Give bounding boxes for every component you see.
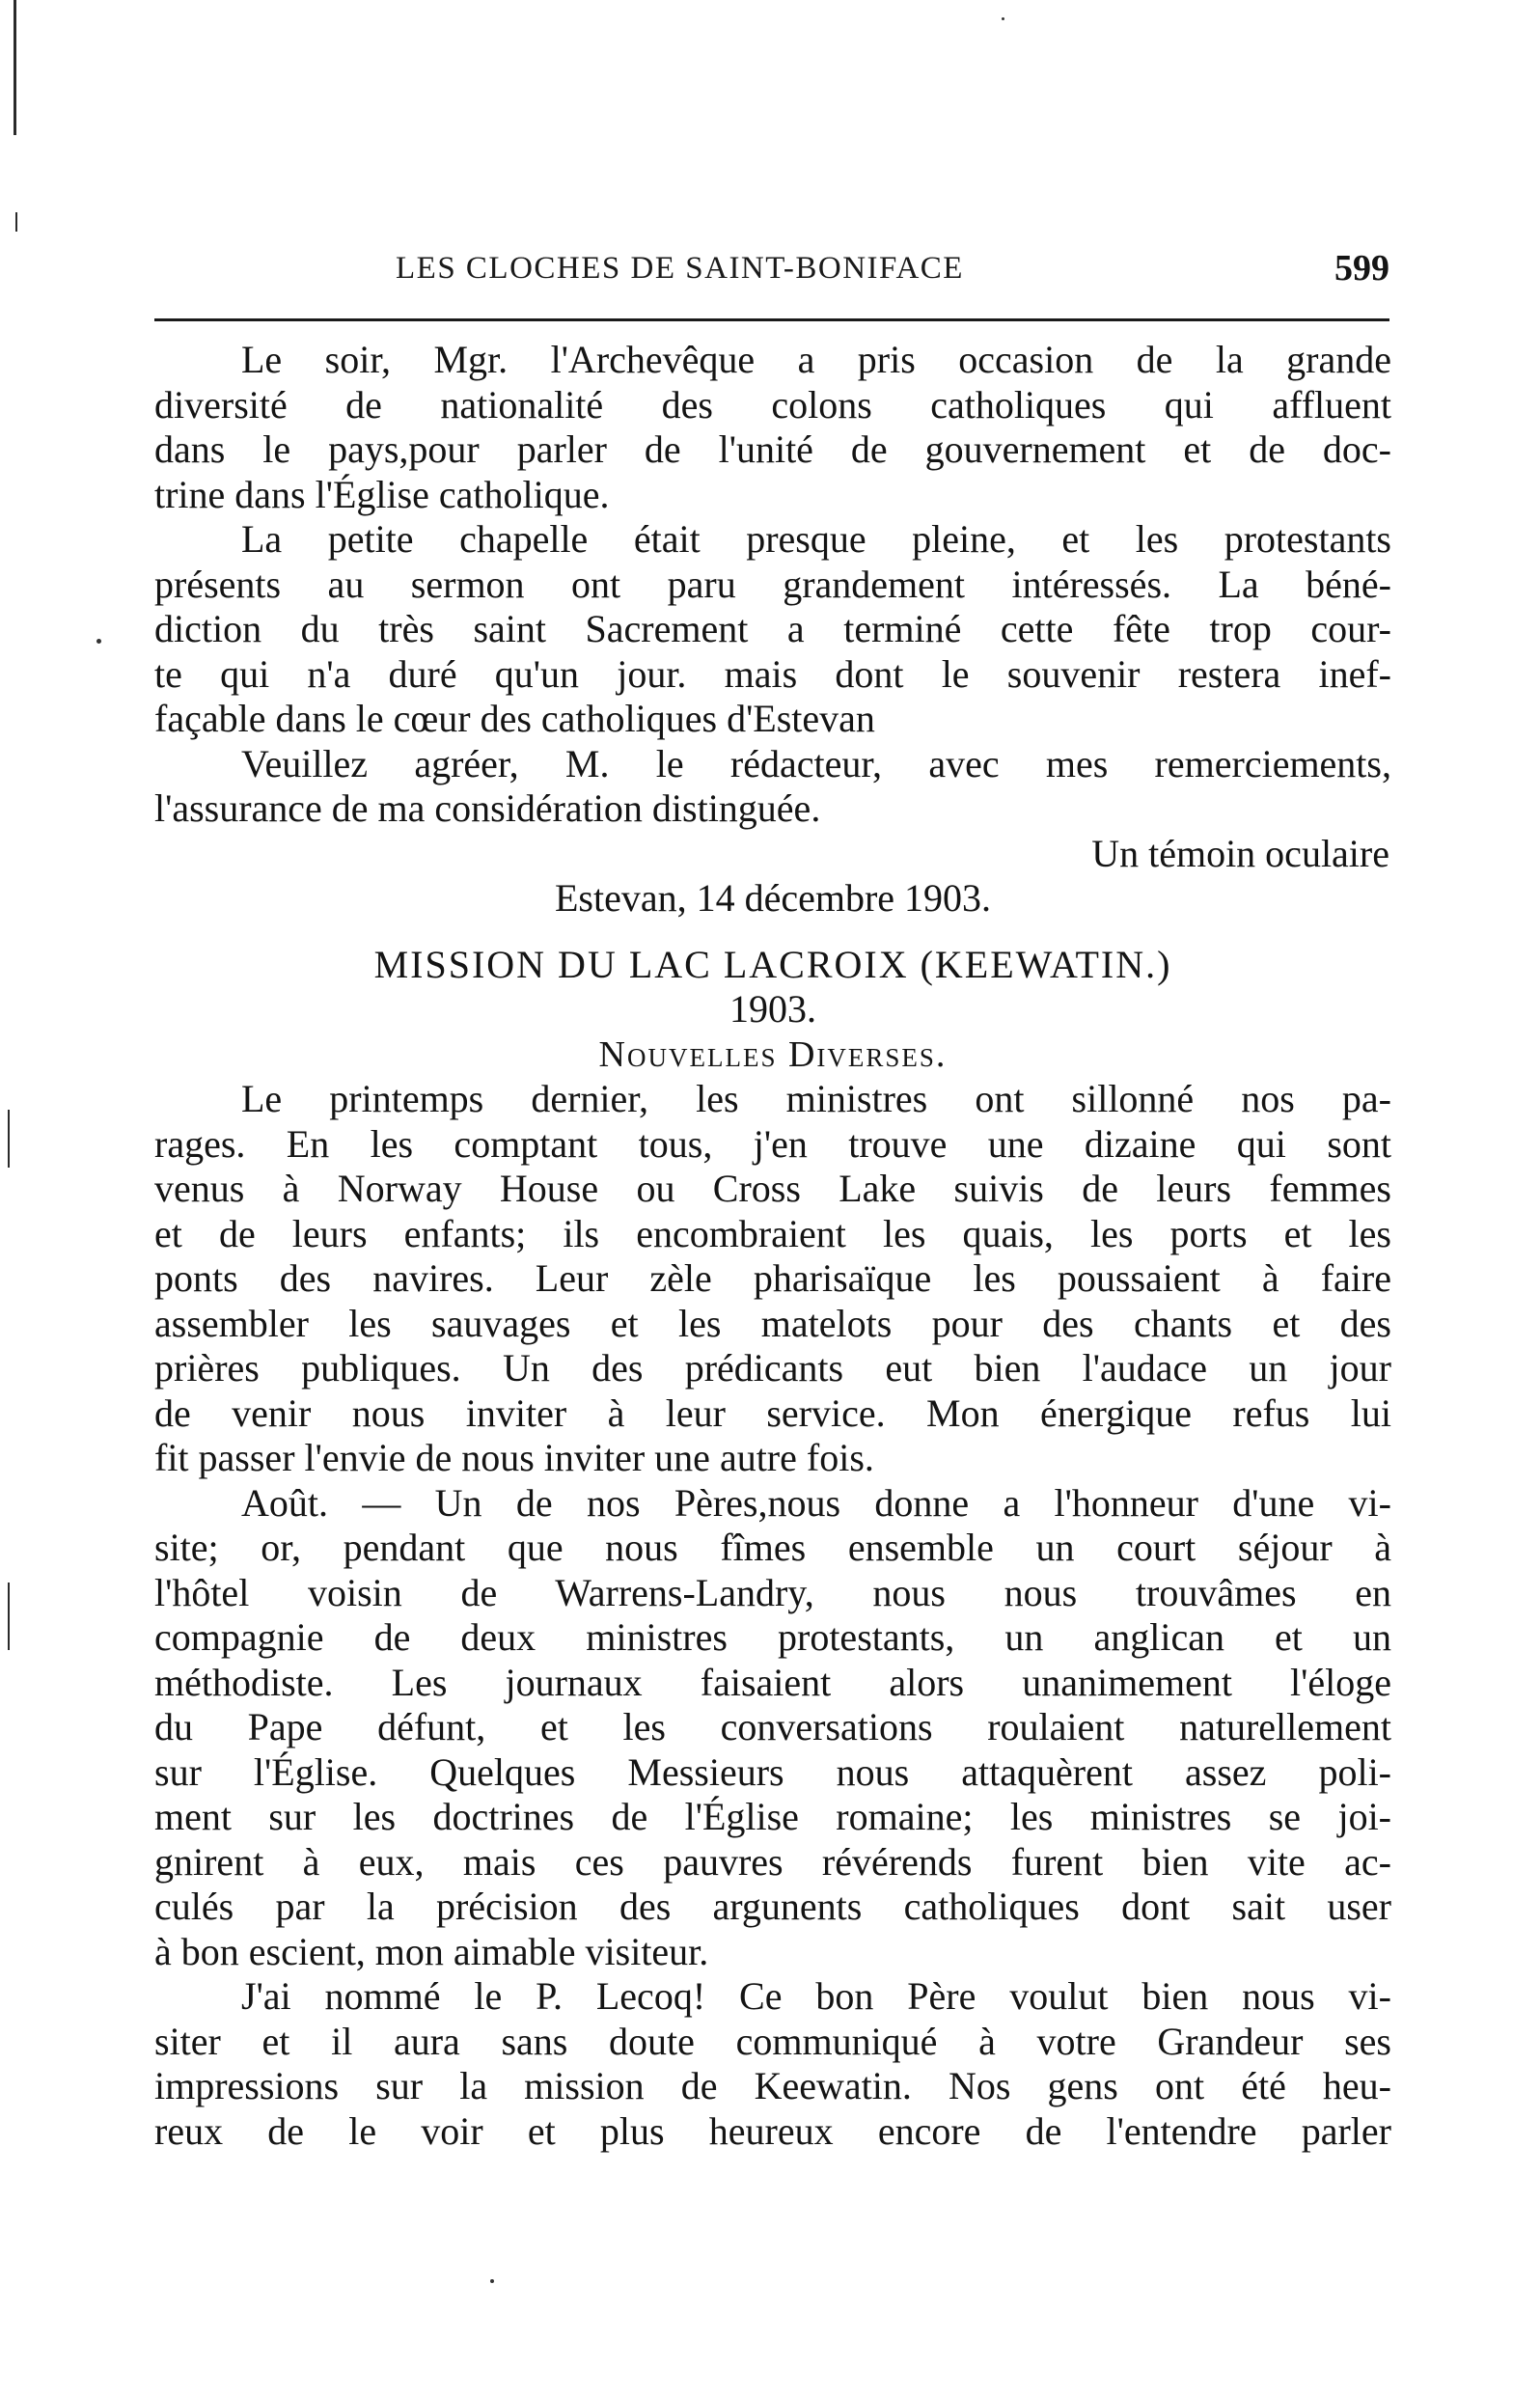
text-line: La petite chapelle était presque pleine, et les protestants	[241, 517, 1391, 561]
text-line: ponts des navires. Leur zèle pharisaïque les poussaient à faire	[154, 1256, 1391, 1300]
running-header	[154, 239, 1389, 303]
page-number: 599	[1334, 248, 1389, 289]
text-line: et de leurs enfants; ils encombraient les quais, les ports et les	[154, 1211, 1391, 1255]
text-line: l'hôtel voisin de Warrens-Landry, nous nous trouvâmes en	[154, 1570, 1391, 1614]
text-line: siter et il aura sans doute communiqué à votre Grandeur ses	[154, 2019, 1391, 2063]
text-line: ment sur les doctrines de l'Église romaine; les ministres se joi-	[154, 1795, 1391, 1838]
text-line: dans le pays,pour parler de l'unité de gouvernement et de doc-	[154, 427, 1391, 471]
text-line: reux de le voir et plus heureux encore de l'entendre parler	[154, 2108, 1391, 2153]
section-subtitle: Nouvelles Diverses.	[598, 1033, 948, 1075]
text-line: façable dans le cœur des catholiques d'Estevan	[154, 697, 875, 740]
text-line: Veuillez agréer, M. le rédacteur, avec mes remerciements,	[241, 741, 1391, 785]
text-line: du Pape défunt, et les conversations roulaient naturellement	[154, 1705, 1391, 1748]
text-line: J'ai nommé le P. Lecoq! Ce bon Père voulut bien nous vi-	[241, 1974, 1391, 2018]
scan-speck	[96, 639, 101, 644]
section-title: MISSION DU LAC LACROIX (KEEWATIN.)	[373, 942, 1172, 986]
text-line: Le soir, Mgr. l'Archevêque a pris occasion de la grande	[241, 338, 1391, 381]
dateline: Estevan, 14 décembre 1903.	[554, 876, 992, 920]
text-line: compagnie de deux ministres protestants, un anglican et un	[154, 1615, 1391, 1659]
header-rule	[154, 318, 1389, 321]
page-body	[154, 338, 1391, 2154]
text-line: rages. En les comptant tous, j'en trouve une dizaine qui sont	[154, 1121, 1391, 1166]
text-line: gnirent à eux, mais ces pauvres révérends furent bien vite ac-	[154, 1839, 1391, 1884]
text-line: méthodiste. Les journaux faisaient alors unanimement l'éloge	[154, 1660, 1391, 1704]
scan-edge-mark-bottom	[8, 1583, 10, 1650]
text-line: diction du très saint Sacrement a terminé cette fête trop cour-	[154, 607, 1391, 650]
scan-speck	[490, 2279, 494, 2283]
running-title: LES CLOCHES DE SAINT-BONIFACE	[396, 251, 964, 286]
text-line: diversité de nationalité des colons catholiques qui affluent	[154, 382, 1391, 427]
text-line: fit passer l'envie de nous inviter une autre fois.	[154, 1436, 874, 1479]
text-line: trine dans l'Église catholique.	[154, 472, 610, 516]
section-year: 1903.	[729, 987, 816, 1031]
text-line: présents au sermon ont paru grandement intéressés. La béné-	[154, 562, 1391, 606]
scan-edge-mark-lower	[8, 1110, 10, 1168]
text-line: de venir nous inviter à leur service. Mon énergique refus lui	[154, 1390, 1391, 1435]
text-line: à bon escient, mon aimable visiteur.	[154, 1929, 709, 1973]
text-line: venus à Norway House ou Cross Lake suivis de leurs femmes	[154, 1167, 1391, 1210]
text-line: impressions sur la mission de Keewatin. Nos gens ont été heu-	[154, 2064, 1391, 2107]
text-line: Août. — Un de nos Pères,nous donne a l'honneur d'une vi-	[241, 1480, 1391, 1525]
text-line: sur l'Église. Quelques Messieurs nous attaquèrent assez poli-	[154, 1749, 1391, 1794]
signature: Un témoin oculaire	[1091, 831, 1389, 875]
text-line: te qui n'a duré qu'un jour. mais dont le souvenir restera inef-	[154, 651, 1391, 696]
text-line: Le printemps dernier, les ministres ont sillonné nos pa-	[241, 1077, 1391, 1120]
scan-edge-mark-top	[14, 0, 16, 135]
scan-speck	[1002, 17, 1004, 20]
text-line: assembler les sauvages et les matelots pour des chants et des	[154, 1301, 1391, 1345]
text-line: site; or, pendant que nous fîmes ensemble un court séjour à	[154, 1526, 1391, 1569]
scan-edge-mark-middle	[15, 212, 17, 232]
text-line: prières publiques. Un des prédicants eut bien l'audace un jour	[154, 1346, 1391, 1390]
text-line: l'assurance de ma considération distinguée.	[154, 786, 821, 830]
text-line: culés par la précision des argunents catholiques dont sait user	[154, 1885, 1391, 1928]
